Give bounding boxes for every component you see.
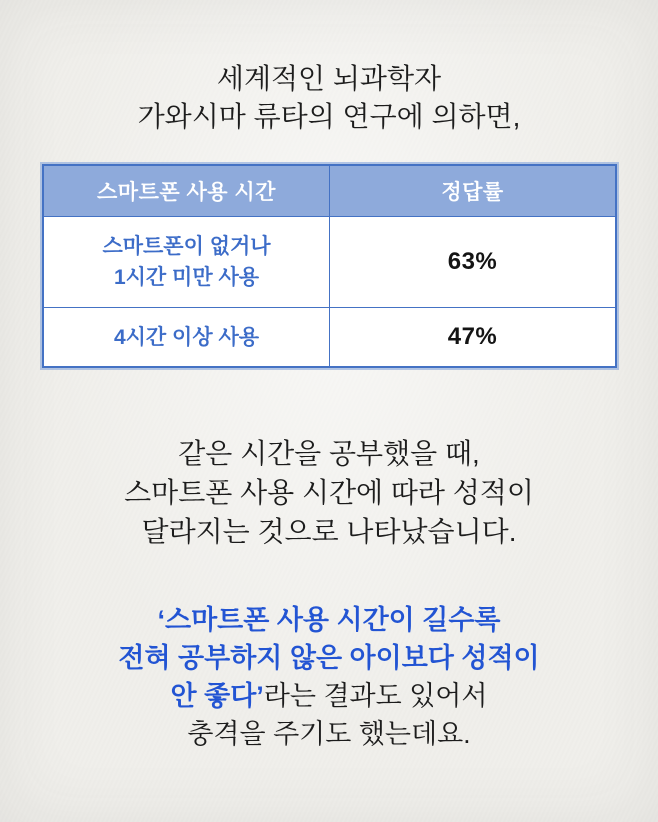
quote-highlight-2: 전혀 공부하지 않은 아이보다 성적이 — [118, 643, 540, 673]
body-line-2: 스마트폰 사용 시간에 따라 성적이 — [124, 477, 534, 508]
quote-line-1 — [0, 601, 658, 639]
usage-cell-line-2: 1시간 미만 사용 — [113, 266, 260, 289]
quote-line-4: 충격을 주기도 했는데요. — [187, 719, 471, 749]
quote-line-3-rest: 라는 결과도 있어서 — [263, 681, 488, 711]
title-line-2: 가와시마 류타의 연구에 의하면, — [137, 101, 521, 132]
table-row — [43, 217, 616, 308]
table-header-correct-rate: 정답률 — [330, 165, 617, 217]
body-line-3: 달라지는 것으로 나타났습니다. — [141, 516, 517, 547]
quote-line-2 — [0, 639, 658, 677]
usage-cell-line-1: 스마트폰이 없거나 — [102, 235, 271, 258]
page-title — [0, 60, 658, 136]
quote-highlight-1: ‘스마트폰 사용 시간이 길수록 — [157, 605, 501, 635]
body-paragraph — [0, 434, 658, 551]
table-row — [43, 308, 616, 368]
body-line-1: 같은 시간을 공부했을 때, — [178, 438, 480, 469]
rate-cell-63: 63% — [330, 217, 617, 308]
table-header-row — [43, 165, 616, 217]
table-header-usage-time: 스마트폰 사용 시간 — [43, 165, 330, 217]
quote-paragraph — [0, 601, 658, 753]
title-line-1: 세계적인 뇌과학자 — [216, 63, 442, 94]
usage-cell-over-4-hours: 4시간 이상 사용 — [43, 308, 330, 368]
quote-line-3 — [0, 677, 658, 715]
quote-highlight-3: 안 좋다’ — [170, 681, 264, 711]
usage-cell-under-1-hour — [43, 217, 330, 308]
smartphone-usage-table — [42, 164, 617, 368]
rate-cell-47: 47% — [330, 308, 617, 368]
